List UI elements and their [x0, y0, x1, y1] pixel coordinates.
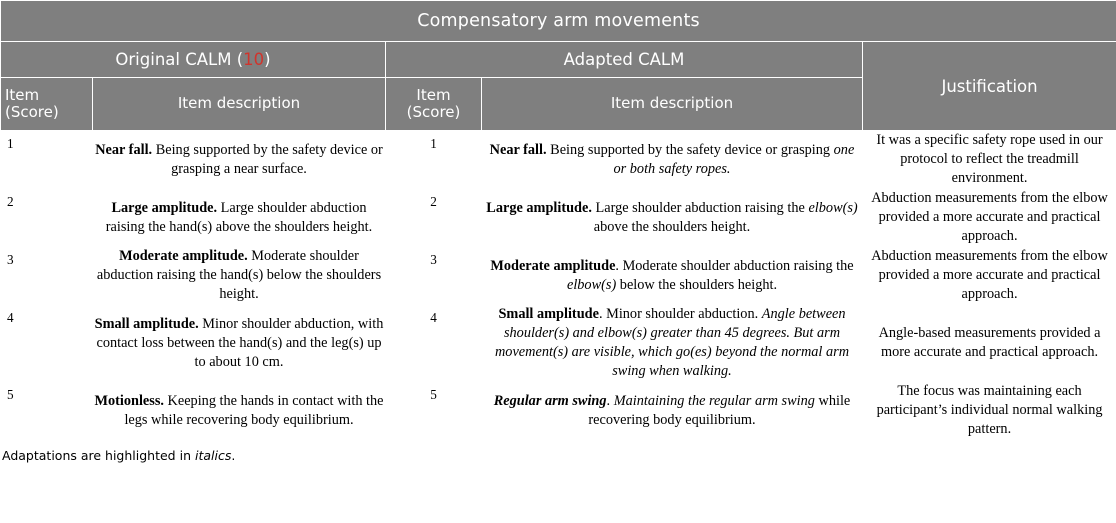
cell-justification: Angle-based measurements provided a more accurate and practical approach. [863, 305, 1116, 382]
cell-score-adapted: 2 [386, 189, 482, 247]
description-adaptation: Maintaining the regular arm swing [613, 392, 815, 409]
group-header-justification: Justification [863, 42, 1116, 131]
footnote-suffix: . [231, 448, 236, 463]
table-row [1, 131, 1116, 189]
description-text-tail: while recovering body equilibrium. [588, 392, 851, 428]
footnote-prefix: Adaptations are highlighted in [2, 448, 195, 463]
description-adaptation: Angle between shoulder(s) and elbow(s) greater than 45 degrees. But arm movement(s) are visible, which go(es) beyond the normal arm swing when walking. [494, 306, 850, 379]
description-text-tail: below the shoulders height. [616, 276, 778, 293]
cell-score-adapted: 4 [386, 305, 482, 382]
subheader-item-score-original [1, 78, 93, 131]
table-row [1, 189, 1116, 247]
footnote-italic-word: italics [194, 448, 232, 463]
subheader-item-label-1: Item [5, 85, 40, 104]
subheader-item-score-adapted [386, 78, 482, 131]
table-row [1, 247, 1116, 305]
table-footnote [0, 440, 1116, 463]
description-text: . [606, 392, 614, 409]
cell-justification: It was a specific safety rope used in our protocol to reflect the treadmill environment. [863, 131, 1116, 189]
description-term-adaptation: Regular arm swing [493, 392, 607, 409]
cell-description-original [93, 305, 386, 382]
group-header-original-calm [1, 42, 386, 78]
cell-description-adapted [482, 247, 863, 305]
description-text: Large shoulder abduction raising the hand(s) above the shoulders height. [105, 199, 373, 235]
table-title: Compensatory arm movements [1, 1, 1116, 42]
cell-description-adapted [482, 189, 863, 247]
cell-score-original: 2 [1, 189, 93, 247]
description-term: Near fall. [95, 141, 153, 158]
description-term: Small amplitude. [94, 315, 199, 332]
table-group-header-row [1, 42, 1116, 78]
cell-justification: Abduction measurements from the elbow provided a more accurate and practical approach. [863, 247, 1116, 305]
description-term: Motionless. [94, 392, 164, 409]
cell-description-adapted [482, 305, 863, 382]
cell-description-original [93, 382, 386, 440]
cell-score-original: 5 [1, 382, 93, 440]
cell-score-original: 4 [1, 305, 93, 382]
description-adaptation: elbow(s) [808, 199, 858, 216]
description-text: Large shoulder abduction raising the [591, 199, 809, 216]
table-row [1, 382, 1116, 440]
reference-number: 10 [243, 50, 265, 69]
group-header-original-calm-suffix: ) [264, 50, 271, 69]
description-text: Moderate shoulder abduction raising the hand(s) below the shoulders height. [96, 248, 382, 302]
description-term: Near fall. [489, 141, 547, 158]
description-text: Minor shoulder abduction, with contact loss between the hand(s) and the leg(s) up to about 10 cm. [96, 315, 384, 370]
group-header-adapted-calm: Adapted CALM [386, 42, 863, 78]
cell-description-adapted [482, 131, 863, 189]
description-term: Large amplitude. [486, 199, 592, 216]
cell-description-original [93, 189, 386, 247]
cell-description-original [93, 131, 386, 189]
cell-score-adapted: 3 [386, 247, 482, 305]
cell-justification: The focus was maintaining each participant’s individual normal walking pattern. [863, 382, 1116, 440]
cell-description-original [93, 247, 386, 305]
description-term: Moderate amplitude [490, 257, 616, 274]
description-adaptation: elbow(s) [566, 276, 617, 293]
description-term: Moderate amplitude. [119, 248, 248, 264]
subheader-item-description-original: Item description [93, 78, 386, 131]
subheader-item-label-2: Item [416, 85, 451, 104]
table-row [1, 305, 1116, 382]
cell-score-adapted: 1 [386, 131, 482, 189]
cell-justification: Abduction measurements from the elbow provided a more accurate and practical approach. [863, 189, 1116, 247]
cell-score-adapted: 5 [386, 382, 482, 440]
cell-score-original: 1 [1, 131, 93, 189]
subheader-score-label-1: (Score) [5, 103, 59, 121]
description-text: . Minor shoulder abduction. [598, 306, 762, 322]
cell-score-original: 3 [1, 247, 93, 305]
subheader-item-description-adapted: Item description [482, 78, 863, 131]
description-text: . Moderate shoulder abduction raising the [615, 257, 854, 274]
description-term: Small amplitude [498, 306, 599, 322]
description-text-tail: above the shoulders height. [593, 218, 751, 235]
description-text: Being supported by the safety device or grasping a near surface. [152, 141, 383, 177]
subheader-score-label-2: (Score) [406, 103, 461, 121]
group-header-original-calm-prefix: Original CALM ( [115, 50, 244, 69]
description-text: Being supported by the safety device or grasping [546, 141, 834, 158]
cell-description-adapted [482, 382, 863, 440]
description-adaptation: one or both safety ropes. [613, 141, 855, 177]
description-text: Keeping the hands in contact with the legs while recovering body equilibrium. [124, 392, 384, 428]
description-term: Large amplitude. [111, 199, 218, 216]
table-title-row [1, 1, 1116, 42]
